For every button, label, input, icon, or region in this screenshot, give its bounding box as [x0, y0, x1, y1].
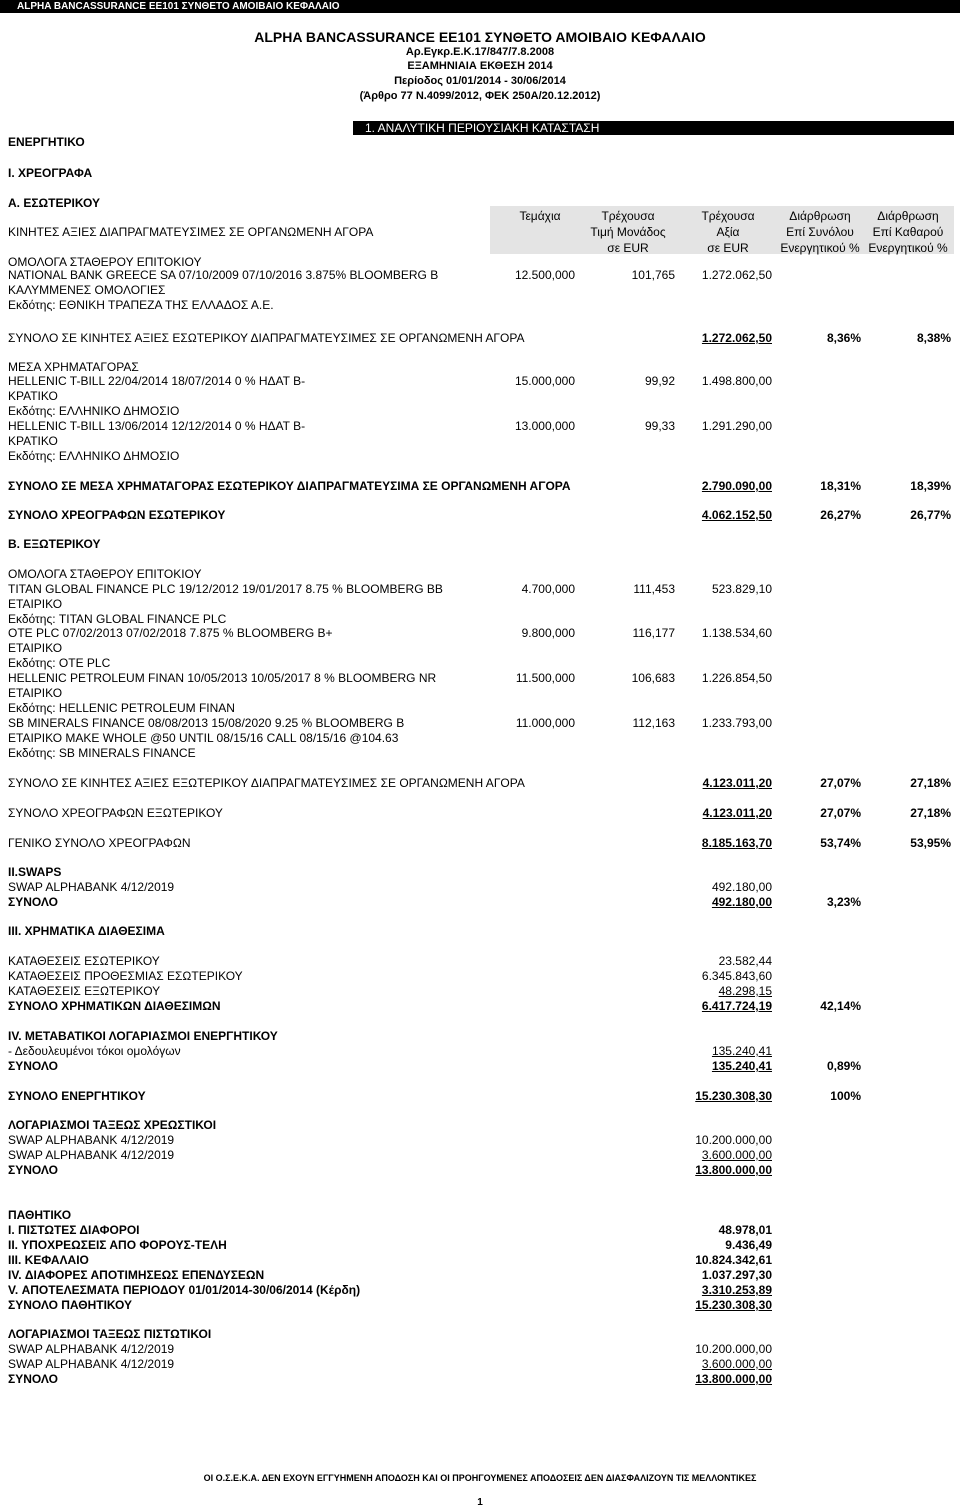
total-label: ΣΥΝΟΛΟ ΣΕ ΚΙΝΗΤΕΣ ΑΞΙΕΣ ΕΞΩΤΕΡΙΚΟΥ ΔΙΑΠΡΑΓΜΑΤΕΥΣΙΜΕΣ ΣΕ ΟΡΓΑΝΩΜΕΝΗ ΑΓΟΡΑ	[8, 776, 525, 790]
holding-qty: 11.500,000	[515, 671, 575, 685]
liabilities-heading: ΠΑΘΗΤΙΚΟ	[8, 1208, 72, 1222]
total-pct-net: 27,18%	[910, 776, 951, 790]
domestic-heading: Α. ΕΣΩΤΕΡΙΚΟΥ	[8, 196, 100, 210]
total-pct-net: 26,77%	[910, 508, 951, 522]
total-value: 8.185.163,70	[701, 836, 772, 850]
report-type: ΕΞΑΜΗΝΙΑΙΑ ΕΚΘΕΣΗ 2014	[407, 60, 553, 72]
cash-row-value: 23.582,44	[718, 954, 772, 968]
liabilities-row-value: 3.310.253,89	[701, 1283, 772, 1297]
total-value: 4.123.011,20	[702, 806, 772, 820]
page-number: 1	[477, 1497, 483, 1508]
holding-type: ΕΤΑΙΡΙΚΟ MAKE WHOLE @50 UNTIL 08/15/16 CALL 08/15/16 @104.63	[8, 731, 399, 745]
total-label: ΣΥΝΟΛΟ ΧΡΕΟΓΡΑΦΩΝ ΕΣΩΤΕΡΙΚΟΥ	[8, 508, 226, 522]
top-banner-text: ALPHA BANCASSURANCE EE101 ΣΥΝΘΕΤΟ ΑΜΟΙΒΑΙΟ ΚΕΦΑΛΑΙΟ	[17, 1, 340, 12]
holding-name: TITAN GLOBAL FINANCE PLC 19/12/2012 19/01/2017 8.75 % BLOOMBERG BB	[8, 582, 443, 596]
holding-qty: 11.000,000	[515, 716, 575, 730]
holding-name: SB MINERALS FINANCE 08/08/2013 15/08/2020 9.25 % BLOOMBERG B	[8, 716, 405, 730]
total-pct-total: 53,74%	[820, 836, 861, 850]
debit-memo-heading: ΛΟΓΑΡΙΑΣΜΟΙ ΤΑΞΕΩΣ ΧΡΕΩΣΤΙΚΟΙ	[8, 1118, 217, 1132]
cash-total-label: ΣΥΝΟΛΟ ΧΡΗΜΑΤΙΚΩΝ ΔΙΑΘΕΣΙΜΩΝ	[8, 999, 221, 1013]
cash-total-value: 6.417.724,19	[701, 999, 772, 1013]
cash-row-label: ΚΑΤΑΘΕΣΕΙΣ ΕΞΩΤΕΡΙΚΟΥ	[8, 984, 161, 998]
liabilities-row-label: ΙΙΙ. ΚΕΦΑΛΑΙΟ	[8, 1253, 89, 1267]
credit-memo-total-value: 13.800.000,00	[695, 1372, 772, 1386]
total-label: ΣΥΝΟΛΟ ΧΡΕΟΓΡΑΦΩΝ ΕΞΩΤΕΡΙΚΟΥ	[8, 806, 223, 820]
holding-name: HELLENIC PETROLEUM FINAN 10/05/2013 10/05/2017 8 % BLOOMBERG NR	[8, 671, 437, 685]
total-value: 15.230.308,30	[695, 1089, 772, 1103]
liabilities-row-label: Ι. ΠΙΣΤΩΤΕΣ ΔΙΑΦΟΡΟΙ	[8, 1223, 140, 1237]
liabilities-row-value: 1.037.297,30	[701, 1268, 772, 1282]
holding-issuer: Εκδότης: OTE PLC	[8, 656, 111, 670]
total-value: 4.062.152,50	[701, 508, 772, 522]
tradable-securities-heading: ΚΙΝΗΤΕΣ ΑΞΙΕΣ ΔΙΑΠΡΑΓΜΑΤΕΥΣΙΜΕΣ ΣΕ ΟΡΓΑΝΩΜΕΝΗ ΑΓΟΡΑ	[8, 225, 374, 239]
holding-type: ΚΡΑΤΙΚΟ	[8, 434, 58, 448]
holding-price: 99,33	[644, 419, 675, 433]
total-pct-total: 18,31%	[820, 479, 861, 493]
document-title: ALPHA BANCASSURANCE EE101 ΣΥΝΘΕΤΟ ΑΜΟΙΒΑΙΟ ΚΕΦΑΛΑΙΟ	[254, 29, 706, 45]
cash-row-label: ΚΑΤΑΘΕΣΕΙΣ ΕΣΩΤΕΡΙΚΟΥ	[8, 954, 160, 968]
debit-memo-total-value: 13.800.000,00	[695, 1163, 772, 1177]
accruals-total-pct: 0,89%	[826, 1059, 861, 1073]
swaps-heading: ΙΙ.SWAPS	[8, 865, 62, 879]
liabilities-row-value: 10.824.342,61	[695, 1253, 772, 1267]
accruals-total-value: 135.240,41	[711, 1059, 772, 1073]
holding-value: 1.226.854,50	[701, 671, 772, 685]
total-pct-total: 27,07%	[820, 806, 861, 820]
top-banner	[0, 0, 960, 13]
total-label: ΣΥΝΟΛΟ ΣΕ ΚΙΝΗΤΕΣ ΑΞΙΕΣ ΕΣΩΤΕΡΙΚΟΥ ΔΙΑΠΡΑΓΜΑΤΕΥΣΙΜΕΣ ΣΕ ΟΡΓΑΝΩΜΕΝΗ ΑΓΟΡΑ	[8, 331, 525, 345]
credit-memo-heading: ΛΟΓΑΡΙΑΣΜΟΙ ΤΑΞΕΩΣ ΠΙΣΤΩΤΙΚΟΙ	[8, 1327, 212, 1341]
column-header-value: Τρέχουσα Αξία σε EUR	[701, 209, 755, 255]
holding-value: 1.138.534,60	[701, 626, 772, 640]
total-label: ΓΕΝΙΚΟ ΣΥΝΟΛΟ ΧΡΕΟΓΡΑΦΩΝ	[8, 836, 191, 850]
holding-price: 116,177	[632, 626, 675, 640]
cash-total-pct: 42,14%	[820, 999, 861, 1013]
liabilities-total-label: ΣΥΝΟΛΟ ΠΑΘΗΤΙΚΟΥ	[8, 1298, 133, 1312]
liabilities-row-label: V. ΑΠΟΤΕΛΕΣΜΑΤΑ ΠΕΡΙΟΔΟΥ 01/01/2014-30/06/2014 (Κέρδη)	[8, 1283, 361, 1297]
holding-issuer: Εκδότης: HELLENIC PETROLEUM FINAN	[8, 701, 235, 715]
holding-qty: 12.500,000	[514, 268, 575, 282]
holding-price: 111,453	[633, 582, 675, 596]
total-pct-net: 27,18%	[910, 806, 951, 820]
cash-heading: ΙΙΙ. ΧΡΗΜΑΤΙΚΑ ΔΙΑΘΕΣΙΜΑ	[8, 924, 165, 938]
liabilities-row-value: 48.978,01	[718, 1223, 772, 1237]
section-title-bar	[353, 121, 954, 135]
holding-price: 106,683	[631, 671, 675, 685]
column-header-qty: Τεμάχια	[519, 209, 561, 223]
swaps-total-value: 492.180,00	[711, 895, 772, 909]
holding-type: ΕΤΑΙΡΙΚΟ	[8, 686, 63, 700]
holding-type: ΚΡΑΤΙΚΟ	[8, 389, 58, 403]
holding-price: 101,765	[631, 268, 675, 282]
holding-issuer: Εκδότης: ΕΛΛΗΝΙΚΟ ΔΗΜΟΣΙΟ	[8, 404, 180, 418]
credit-memo-row-label: SWAP ALPHABANK 4/12/2019	[8, 1342, 175, 1356]
swaps-total-pct: 3,23%	[826, 895, 861, 909]
disclaimer-footer: ΟΙ Ο.Σ.Ε.Κ.Α. ΔΕΝ ΕΧΟΥΝ ΕΓΓΥΗΜΕΝΗ ΑΠΟΔΟΣΗ ΚΑΙ ΟΙ ΠΡΟΗΓΟΥΜΕΝΕΣ ΑΠΟΔΟΣΕΙΣ ΔΕΝ ΔΙΑΣΦΑΛΙΖΟΥΝ ΤΙΣ ΜΕΛΛΟΝΤΙΚΕΣ	[203, 1473, 757, 1483]
debit-memo-total-label: ΣΥΝΟΛΟ	[8, 1163, 58, 1177]
foreign-heading: Β. ΕΞΩΤΕΡΙΚΟΥ	[8, 537, 101, 551]
column-header-pct-total: Διάρθρωση Επί Συνόλου Ενεργητικού %	[780, 209, 860, 255]
column-header-price: Τρέχουσα Τιμή Μονάδος σε EUR	[590, 209, 666, 255]
holding-value: 1.272.062,50	[701, 268, 772, 282]
total-pct-total: 27,07%	[820, 776, 861, 790]
holding-qty: 9.800,000	[521, 626, 575, 640]
debit-memo-row-value: 3.600.000,00	[701, 1148, 772, 1162]
foreign-bonds-heading: ΟΜΟΛΟΓΑ ΣΤΑΘΕΡΟΥ ΕΠΙΤΟΚΙΟΥ	[8, 567, 202, 581]
report-period: Περίοδος 01/01/2014 - 30/06/2014	[394, 75, 566, 87]
total-pct-net: 53,95%	[910, 836, 951, 850]
swaps-total-label: ΣΥΝΟΛΟ	[8, 895, 58, 909]
swap-item-value: 492.180,00	[711, 880, 772, 894]
total-label: ΣΥΝΟΛΟ ΣΕ ΜΕΣΑ ΧΡΗΜΑΤΑΓΟΡΑΣ ΕΣΩΤΕΡΙΚΟΥ ΔΙΑΠΡΑΓΜΑΤΕΥΣΙΜΑ ΣΕ ΟΡΓΑΝΩΜΕΝΗ ΑΓΟΡΑ	[8, 479, 571, 493]
holding-value: 523.829,10	[711, 582, 772, 596]
cash-row-value: 6.345.843,60	[701, 969, 772, 983]
swap-item-label: SWAP ALPHABANK 4/12/2019	[8, 880, 175, 894]
holding-type: ΕΤΑΙΡΙΚΟ	[8, 641, 63, 655]
accruals-row-value: 135.240,41	[711, 1044, 772, 1058]
holding-issuer: Εκδότης: ΕΘΝΙΚΗ ΤΡΑΠΕΖΑ ΤΗΣ ΕΛΛΑΔΟΣ Α.Ε.	[8, 298, 274, 312]
accruals-heading: ΙV. ΜΕΤΑΒΑΤΙΚΟΙ ΛΟΓΑΡΙΑΣΜΟΙ ΕΝΕΡΓΗΤΙΚΟΥ	[8, 1029, 278, 1043]
securities-heading: Ι. ΧΡΕΟΓΡΑΦΑ	[8, 166, 93, 180]
cash-row-value: 48.298,15	[718, 984, 772, 998]
holding-name: HELLENIC T-BILL 13/06/2014 12/12/2014 0 % ΗΔΑΤ Β-	[8, 419, 306, 433]
holding-qty: 15.000,000	[514, 374, 575, 388]
holding-name: OTE PLC 07/02/2013 07/02/2018 7.875 % BLOOMBERG B+	[8, 626, 333, 640]
assets-heading: ΕΝΕΡΓΗΤΙΚΟ	[8, 135, 85, 149]
total-label: ΣΥΝΟΛΟ ΕΝΕΡΓΗΤΙΚΟΥ	[8, 1089, 146, 1103]
holding-issuer: Εκδότης: ΕΛΛΗΝΙΚΟ ΔΗΜΟΣΙΟ	[8, 449, 180, 463]
holding-qty: 4.700,000	[521, 582, 575, 596]
credit-memo-total-label: ΣΥΝΟΛΟ	[8, 1372, 58, 1386]
total-pct-total: 100%	[830, 1089, 861, 1103]
holding-price: 112,163	[632, 716, 675, 730]
money-market-heading: ΜΕΣΑ ΧΡΗΜΑΤΑΓΟΡΑΣ	[8, 360, 139, 374]
accruals-row-label: - Δεδουλευμένοι τόκοι ομολόγων	[8, 1044, 181, 1058]
total-pct-total: 8,36%	[826, 331, 861, 345]
accruals-total-label: ΣΥΝΟΛΟ	[8, 1059, 58, 1073]
credit-memo-row-label: SWAP ALPHABANK 4/12/2019	[8, 1357, 175, 1371]
total-pct-net: 8,38%	[916, 331, 951, 345]
holding-name: HELLENIC T-BILL 22/04/2014 18/07/2014 0 % ΗΔΑΤ Β-	[8, 374, 306, 388]
debit-memo-row-label: SWAP ALPHABANK 4/12/2019	[8, 1148, 175, 1162]
liabilities-row-value: 9.436,49	[725, 1238, 772, 1252]
approval-number: Αρ.Εγκρ.Ε.Κ.17/847/7.8.2008	[405, 46, 555, 58]
holding-type: ΕΤΑΙΡΙΚΟ	[8, 597, 63, 611]
holding-type: ΚΑΛΥΜΜΕΝΕΣ ΟΜΟΛΟΓΙΕΣ	[8, 283, 166, 297]
legal-reference: (Άρθρο 77 Ν.4099/2012, ΦΕΚ 250Α/20.12.2012)	[359, 90, 601, 102]
holding-value: 1.291.290,00	[701, 419, 772, 433]
debit-memo-row-label: SWAP ALPHABANK 4/12/2019	[8, 1133, 175, 1147]
holding-price: 99,92	[644, 374, 675, 388]
total-value: 4.123.011,20	[702, 776, 772, 790]
liabilities-row-label: ΙΙ. ΥΠΟΧΡΕΩΣΕΙΣ ΑΠΟ ΦΟΡΟΥΣ-ΤΕΛΗ	[8, 1238, 227, 1252]
bonds-heading: ΟΜΟΛΟΓΑ ΣΤΑΘΕΡΟΥ ΕΠΙΤΟΚΙΟΥ	[8, 255, 202, 269]
holding-name: NATIONAL BANK GREECE SA 07/10/2009 07/10/2016 3.875% BLOOMBERG B	[8, 268, 439, 282]
holding-issuer: Εκδότης: SB MINERALS FINANCE	[8, 746, 196, 760]
holding-qty: 13.000,000	[514, 419, 575, 433]
cash-row-label: ΚΑΤΑΘΕΣΕΙΣ ΠΡΟΘΕΣΜΙΑΣ ΕΣΩΤΕΡΙΚΟΥ	[8, 969, 243, 983]
total-pct-total: 26,27%	[820, 508, 861, 522]
total-value: 2.790.090,00	[701, 479, 772, 493]
liabilities-row-label: ΙV. ΔΙΑΦΟΡΕΣ ΑΠΟΤΙΜΗΣΕΩΣ ΕΠΕΝΔΥΣΕΩΝ	[8, 1268, 265, 1282]
holding-issuer: Εκδότης: TITAN GLOBAL FINANCE PLC	[8, 612, 227, 626]
section-title: 1. ΑΝΑΛΥΤΙΚΗ ΠΕΡΙΟΥΣΙΑΚΗ ΚΑΤΑΣΤΑΣΗ	[365, 121, 600, 135]
total-pct-net: 18,39%	[910, 479, 951, 493]
credit-memo-row-value: 10.200.000,00	[695, 1342, 772, 1356]
liabilities-total-value: 15.230.308,30	[695, 1298, 772, 1312]
holding-value: 1.233.793,00	[701, 716, 772, 730]
total-value: 1.272.062,50	[701, 331, 772, 345]
holding-value: 1.498.800,00	[701, 374, 772, 388]
column-header-pct-net: Διάρθρωση Επί Καθαρού Ενεργητικού %	[868, 209, 948, 255]
debit-memo-row-value: 10.200.000,00	[695, 1133, 772, 1147]
credit-memo-row-value: 3.600.000,00	[701, 1357, 772, 1371]
